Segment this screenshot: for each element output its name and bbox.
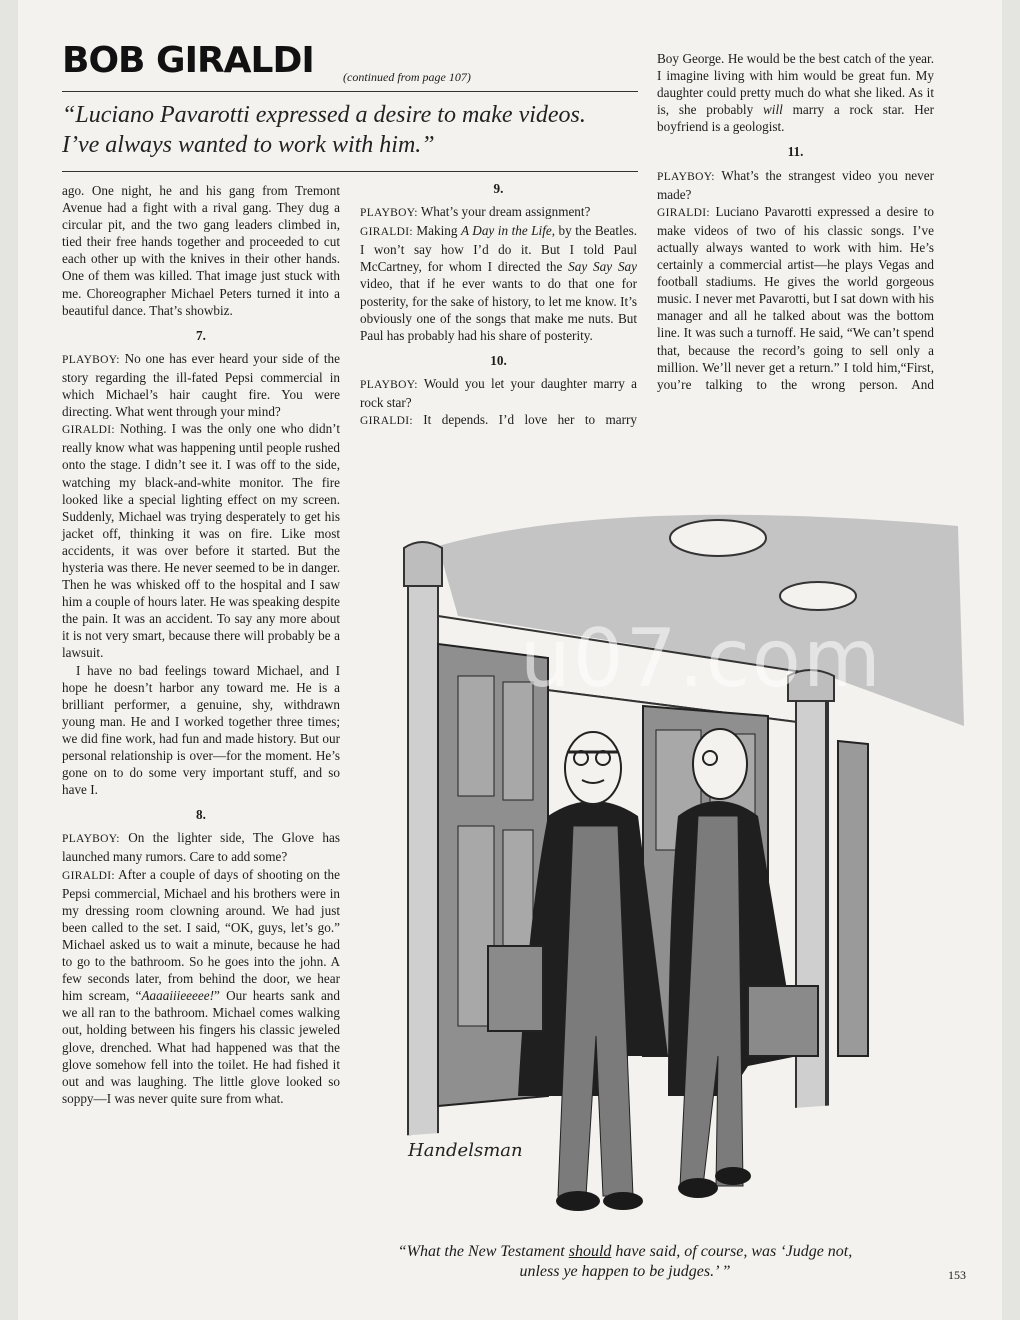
answer: GIRALDI: Nothing. I was the only one who didn’t really know what was happening until people rushed onto the stage. I didn’t see it. I was off to the side, watching my black-and-white monitor. The fire looked like a special lighting effect on my screen. Suddenly, Michael was trying desperately to get his jacket off, thinking it was on fire. Like most accidents, it was over before it started. But the hysteria was there. He never seemed to be in danger. Then he was whisked off to the hospital and I saw him a couple of hours later. He was speaking despite the pain. It was an accident. To say any more about it is not very smart, because there will probably be a lawsuit. bbox=[62, 421, 340, 661]
speaker-label: PLAYBOY: bbox=[62, 833, 120, 846]
column-3 bbox=[657, 50, 934, 393]
speaker-label: PLAYBOY: bbox=[360, 378, 418, 391]
paragraph: ago. One night, he and his gang from Tremont Avenue had a fight with a rival gang. They dug a circular pit, and the two gang leaders climbed in, tied their free hands together and proceeded to cut each other up with the knives in their other hands. One of them was killed. That image just stuck with me. Choreographer Michael Peters turned it into a beautiful dance. That’s showbiz. bbox=[62, 183, 340, 318]
ceiling-light-icon bbox=[670, 520, 766, 556]
question: PLAYBOY: On the lighter side, The Glove has launched many rumors. Care to add some? bbox=[62, 830, 340, 865]
door-right bbox=[838, 741, 868, 1056]
page-number: 153 bbox=[948, 1268, 966, 1282]
right-pillar bbox=[796, 686, 826, 1146]
song-title: Say Say Say bbox=[568, 259, 637, 275]
pull-quote-rule bbox=[62, 171, 638, 172]
ceiling-light-icon bbox=[780, 582, 856, 610]
pull-quote-line-2: I’ve always wanted to work with him.” bbox=[62, 132, 435, 158]
left-man-shoe bbox=[556, 1191, 600, 1211]
pull-quote bbox=[62, 100, 642, 160]
left-pillar bbox=[408, 556, 438, 1136]
question: PLAYBOY: What’s your dream assignment? bbox=[360, 204, 591, 220]
song-title: A Day in the Life bbox=[460, 223, 552, 239]
speaker-label: PLAYBOY: bbox=[657, 170, 715, 183]
answer: GIRALDI: Making A Day in the Life, by the Beatles. I won’t say how I’d do it. But I told Paul McCartney, for whom I directed the Say Say Say video, that if he ever wants to do that one for posterity, for the sake of history, to let me know. It’s obviously one of the songs that make me nuts. But Paul has probably had his share of posterity. bbox=[360, 223, 637, 343]
pillar-capital bbox=[404, 542, 442, 586]
question-number: 10. bbox=[490, 352, 507, 368]
interview-subject-name: BOB GIRALDI bbox=[62, 40, 314, 81]
question: PLAYBOY: Would you let your daughter marry a rock star? bbox=[360, 375, 637, 411]
door-panel bbox=[458, 676, 494, 796]
answer: GIRALDI: Luciano Pavarotti expressed a desire to make videos of two of his classic songs. I’ve actually always wanted to work with him. He’s certainly a commercial artist—he plays Vegas and football stadiums. He gives the world gorgeous music. I never met Pavarotti, but I sat down with his manager and all he talked about was the bottom line. It was such a turnoff. He said, “We can’t spend that, because the record’s going to sell only a million. We’ll never get a return.” I told him,“First, you’re talking to the wrong person. And bbox=[657, 203, 934, 392]
cartoon-illustration bbox=[398, 496, 964, 1216]
speaker-label: GIRALDI: bbox=[360, 226, 413, 239]
scream-text: Aaaaiiieeeee! bbox=[141, 988, 214, 1004]
question: PLAYBOY: What’s the strangest video you never made? bbox=[657, 167, 934, 202]
underlined-word: should bbox=[568, 1243, 612, 1260]
question: PLAYBOY: No one has ever heard your side of the story regarding the ill-fated Pepsi commercial in which Michael’s hair caught fire. You were directing. What went through your mind? bbox=[62, 350, 340, 420]
right-man-shoe bbox=[715, 1167, 751, 1185]
paragraph: Boy George. He would be the best catch of the year. I imagine living with him would be great fun. My daughter could pretty much do what she liked. As it is, she probably will marry a rock star. Her boyfriend is a geologist. bbox=[657, 51, 934, 135]
column-2 bbox=[360, 180, 637, 430]
speaker-label: PLAYBOY: bbox=[62, 353, 120, 366]
answer: GIRALDI: After a couple of days of shooting on the Pepsi commercial, Michael and his brothers were in my dressing room clowning around. We had just been called to the set. I said, “OK, guys, let’s go.” Michael asked us to wait a minute, because he had to go to the bathroom. So he goes into the john. A few seconds later, from behind the door, we hear him scream, “Aaaaiiieeeee!” Our hearts sank and we all ran to the bathroom. Michael comes walking out, holding between his fingers his classic jeweled glove, drenched. What had happened was that the glove somehow fell into the toilet. He had fished it out and was laughing. The little glove looked so soppy—I was never quite sure from what. bbox=[62, 866, 340, 1106]
watermark: u07.com bbox=[520, 612, 883, 705]
left-briefcase bbox=[488, 946, 543, 1031]
question-number: 8. bbox=[196, 807, 206, 823]
header-rule bbox=[62, 91, 638, 92]
cartoon-caption: “What the New Testament should have said, of course, was ‘Judge not, unless ye happen to be judges.’ ” bbox=[397, 1243, 853, 1280]
question-number: 11. bbox=[787, 144, 804, 160]
speaker-label: GIRALDI: bbox=[657, 206, 710, 219]
speaker-label: GIRALDI: bbox=[62, 869, 115, 882]
left-man-shoe bbox=[603, 1192, 643, 1210]
pull-quote-line-1: “Luciano Pavarotti expressed a desire to make videos. bbox=[62, 102, 586, 128]
artist-signature: Handelsman bbox=[408, 1140, 523, 1161]
continued-note: (continued from page 107) bbox=[343, 70, 471, 84]
answer: GIRALDI: It depends. I’d love her to marry bbox=[360, 412, 637, 428]
speaker-label: GIRALDI: bbox=[62, 424, 115, 437]
left-man-head bbox=[565, 732, 621, 804]
column-1 bbox=[62, 182, 340, 1107]
question-number: 7. bbox=[196, 327, 206, 343]
question-number: 9. bbox=[493, 181, 504, 196]
right-man-head bbox=[693, 729, 747, 799]
speaker-label: PLAYBOY: bbox=[360, 207, 418, 220]
right-man-shoe bbox=[678, 1178, 718, 1198]
right-briefcase bbox=[748, 986, 818, 1056]
paragraph: I have no bad feelings toward Michael, and I hope he doesn’t harbor any toward me. He is a brilliant performer, a genuine, shy, withdrawn young man. He and I worked together three times; we did fine work, had fun and made history. But our personal relationship is over—for the moment. He’s gone on to do some very important stuff, and so have I. bbox=[62, 662, 340, 798]
speaker-label: GIRALDI: bbox=[360, 415, 413, 428]
